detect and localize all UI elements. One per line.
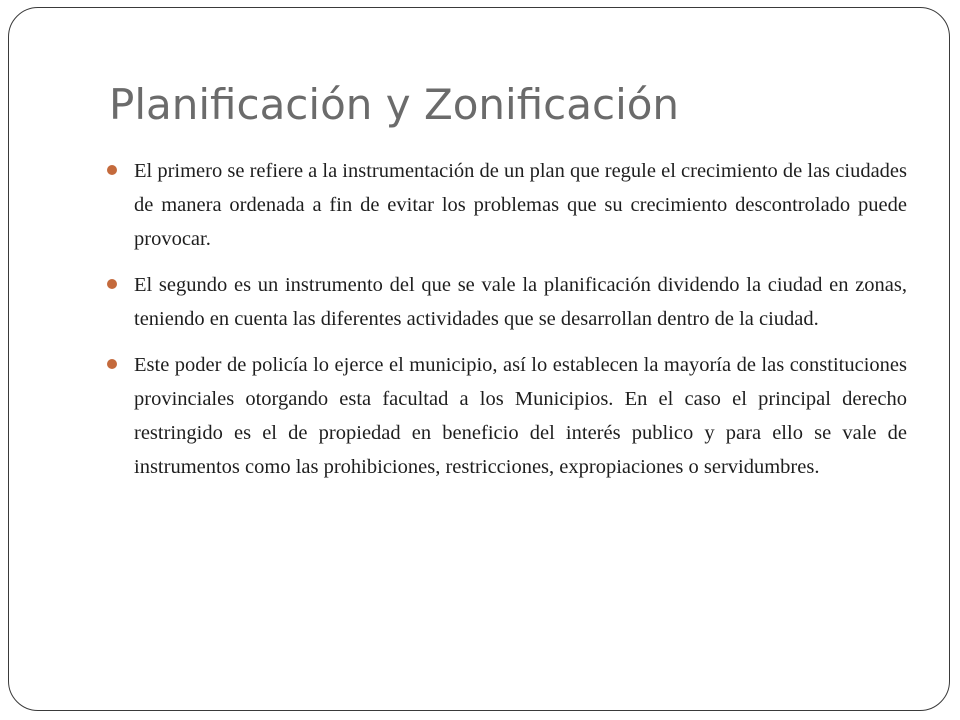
slide-title: Planificación y Zonificación [109,80,680,129]
bullet-item [107,348,907,484]
bullet-text: Este poder de policía lo ejerce el municipio, así lo establecen la mayoría de las constituciones provinciales otorgando esta facultad a los Municipios. En el caso el principal derecho restringido es el de propiedad en beneficio del interés publico y para ello se vale de instrumentos como las prohibiciones, restricciones, expropiaciones o servidumbres. [134,354,907,478]
bullet-dot-icon [107,165,117,175]
bullet-list [107,154,907,496]
bullet-dot-icon [107,279,117,289]
bullet-item [107,268,907,336]
bullet-text: El primero se refiere a la instrumentación de un plan que regule el crecimiento de las ciudades de manera ordenada a fin de evitar los problemas que su crecimiento descontrolado puede provocar. [134,160,907,250]
bullet-dot-icon [107,359,117,369]
bullet-text: El segundo es un instrumento del que se vale la planificación dividendo la ciudad en zonas, teniendo en cuenta las diferentes actividades que se desarrollan dentro de la ciudad. [134,274,907,330]
bullet-item [107,154,907,256]
